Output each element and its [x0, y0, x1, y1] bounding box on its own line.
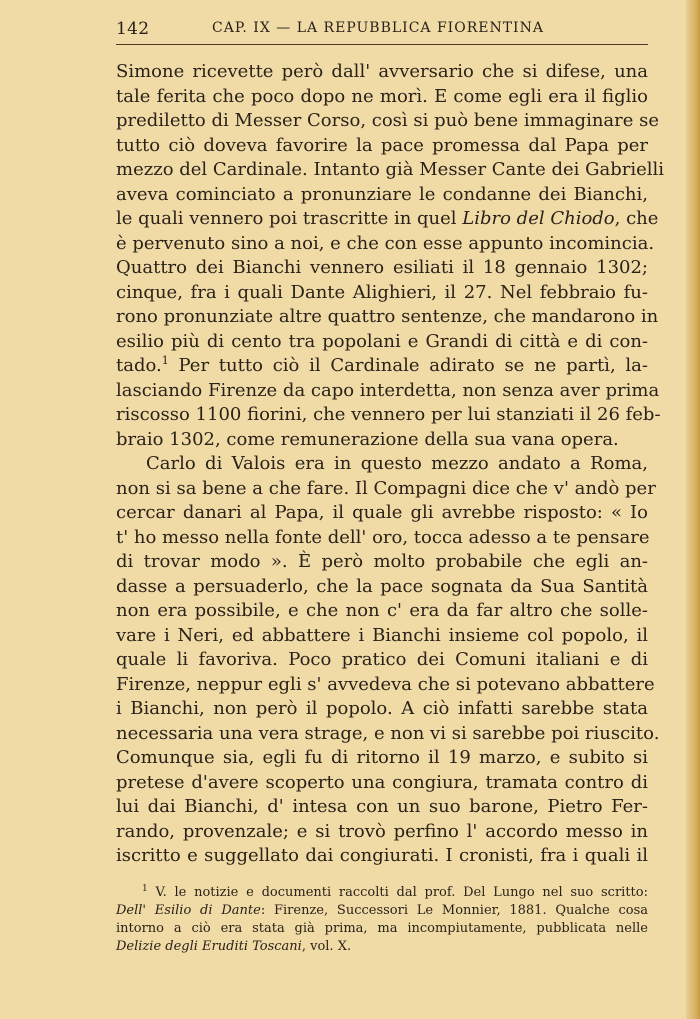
text-line: quale li favoriva. Poco pratico dei Comuni italiani e di — [116, 649, 648, 670]
text-line: iscritto e suggellato dai congiurati. I cronisti, fra i quali il — [116, 845, 648, 866]
text-line: rando, provenzale; e si trovò perfino l' accordo messo in — [116, 820, 648, 842]
text-run: , vol. X. — [301, 939, 352, 954]
text-line: Carlo di Valois era in questo mezzo andato a Roma, — [146, 453, 648, 474]
text-line: Simone ricevette però dall' avversario che si difese, una — [116, 61, 648, 82]
text-line: aveva cominciato a pronunziare le condanne dei Bianchi, — [116, 183, 648, 205]
text-run: Per tutto ciò il Cardinale adirato se ne partì, la- — [168, 355, 648, 376]
page-number: 142 — [116, 19, 150, 39]
text-line: i Bianchi, non però il popolo. A ciò infatti sarebbe stata — [116, 698, 648, 719]
text-line — [116, 207, 659, 232]
text-line: braio 1302, come remunerazione della sua vana opera. — [116, 428, 619, 450]
text-line: mezzo del Cardinale. Intanto già Messer Cante dei Gabrielli — [116, 159, 665, 180]
footnote-line — [116, 884, 648, 902]
text-line: non era possibile, e che non c' era da far altro che solle- — [116, 600, 648, 621]
page-edge — [686, 0, 700, 1019]
text-line: cinque, fra i quali Dante Alighieri, il 27. Nel febbraio fu- — [116, 281, 648, 303]
text-line: dasse a persuaderlo, che la pace sognata da Sua Santità — [116, 575, 648, 597]
text-run: tado. — [116, 355, 162, 376]
text-line: Firenze, neppur egli s' avvedeva che si potevano abbattere — [116, 673, 655, 695]
footnote-line — [116, 938, 648, 956]
text-line: cercar danari al Papa, il quale gli avrebbe risposto: « Io — [116, 502, 648, 523]
text-line: lasciando Firenze da capo interdetta, non senza aver prima — [116, 379, 660, 401]
text-line: non si sa bene a che fare. Il Compagni dice che v' andò per — [116, 477, 656, 499]
book-title: Dell' Esilio di Dante — [116, 903, 261, 918]
text-line — [116, 354, 648, 379]
page-header — [116, 16, 648, 42]
text-run: le quali vennero poi trascritte in quel — [116, 208, 463, 229]
text-run: V. le notizie e documenti raccolti dal prof. Del Lungo nel suo scritto: — [147, 885, 648, 900]
text-line: pretese d'avere scoperto una congiura, tramata contro di — [116, 771, 648, 793]
text-line: tale ferita che poco dopo ne morì. E come egli era il figlio — [116, 85, 648, 107]
text-line: esilio più di cento tra popolani e Grandi di città e di con- — [116, 330, 648, 352]
footnote-line — [116, 902, 648, 920]
text-line: Comunque sia, egli fu di ritorno il 19 marzo, e subito si — [116, 747, 648, 768]
footnote-number: 1 — [142, 884, 148, 894]
footnote-marker: 1 — [161, 354, 169, 367]
text-run: , che — [614, 208, 659, 229]
text-run: : Firenze, Successori Le Monnier, 1881. Qualche cosa — [260, 903, 648, 918]
running-head: CAP. IX — LA REPUBBLICA FIORENTINA — [212, 20, 544, 36]
text-line: Quattro dei Bianchi vennero esiliati il 18 gennaio 1302; — [116, 257, 648, 278]
text-line: riscosso 1100 fiorini, che vennero per lui stanziati il 26 feb- — [116, 404, 661, 425]
book-title: Libro del Chiodo — [462, 208, 615, 229]
text-line: rono pronunziate altre quattro sentenze, che mandarono in — [116, 306, 659, 327]
text-line: prediletto di Messer Corso, così si può bene immaginare se — [116, 110, 660, 131]
text-line: necessaria una vera strage, e non vi si sarebbe poi riuscito. — [116, 722, 660, 744]
text-line: è pervenuto sino a noi, e che con esse appunto incomincia. — [116, 232, 655, 254]
text-line: vare i Neri, ed abbattere i Bianchi insieme col popolo, il — [116, 624, 648, 646]
text-line: tutto ciò doveva favorire la pace promessa dal Papa per — [116, 134, 648, 156]
footnote-line: intorno a ciò era stata già prima, ma incompiutamente, pubblicata nelle — [116, 921, 648, 936]
header-rule — [116, 44, 648, 45]
text-line: lui dai Bianchi, d' intesa con un suo barone, Pietro Fer- — [116, 796, 648, 817]
book-title: Delizie degli Eruditi Toscani — [116, 939, 302, 954]
text-line: di trovar modo ». È però molto probabile che egli an- — [116, 551, 648, 572]
text-line: t' ho messo nella fonte dell' oro, tocca adesso a te pensare — [116, 526, 650, 548]
footnote — [116, 884, 648, 956]
body-text — [116, 60, 665, 869]
